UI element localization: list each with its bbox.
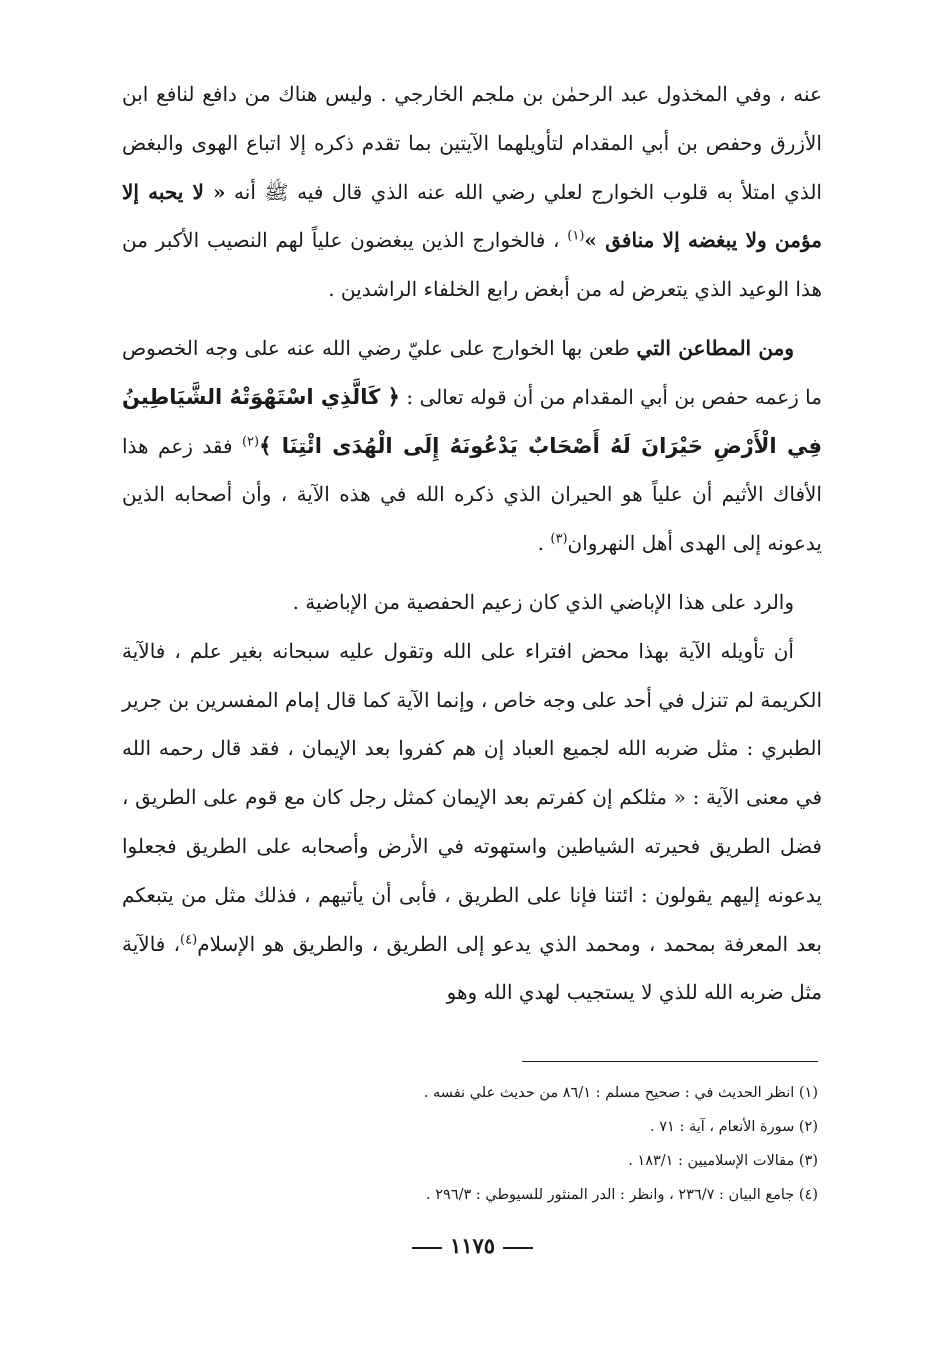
paragraph-2-text: طعن بها الخوارج على عليّ رضي الله عنه على وجه الخصوص ما زعمه حفص بن أبي المقدام من أن قوله تعالى : [122,335,822,409]
footnote-4: (٤) جامع البيان : ٢٣٦/٧ ، وانظر : الدر المنثور للسيوطي : ٢٩٦/٣ . [426,1187,818,1203]
main-text [122,70,822,1017]
paragraph-4-text: أن تأويله الآية بهذا محض افتراء على الله وتقول عليه سبحانه بغير علم ، فالآية الكريمة لم تنزل في أحد على وجه خاص ، وإنما الآية كما قال إمام المفسرين بن جرير الطبري : مثل ضربه الله لجميع العباد إن هم كفروا بعد الإيمان ، فقد قال رحمه الله في معنى الآية : « مثلكم إن كفرتم بعد الإيمان كمثل رجل كان مع قوم على الطريق ، فضل الطريق فحيرته الشياطين واستهوته في الأرض وأصحابه على الطريق فجعلوا يدعونه إليهم يقولون : ائتنا فإنا على الطريق ، فأبى أن يأتيهم ، فذلك مثل من يتبعكم بعد المعرفة بمحمد ، ومحمد الذي يدعو إلى الطريق ، والطريق هو الإسلام [122,638,822,956]
paragraph-3 [122,578,822,627]
footnote-ref-4: (٤) [180,931,198,947]
page-number [0,1233,945,1258]
paragraph-2 [122,324,822,568]
footnote-ref-1: (١) [567,228,585,244]
footnote-2: (٢) سورة الأنعام ، آية : ٧١ . [650,1119,818,1135]
paragraph-4-end: ، فالآية مثل ضربه الله للذي لا يستجيب لهدي الله وهو [122,931,822,1005]
paragraph-4 [122,627,822,1017]
paragraph-1-text: عنه ، وفي المخذول عبد الرحمٰن بن ملجم الخارجي . وليس هناك من دافع لنافع ابن الأزرق وحفص بن أبي المقدام لتأويلهما الآيتين بما تقدم ذكره إلا اتباع الهوى والبغض الذي امتلأ به قلوب الخوارج لعلي رضي الله عنه الذي قال فيه ﷺ أنه [122,82,822,204]
page-number-dash-right [412,1247,442,1249]
page-number-value: ١١٧٥ [449,1233,496,1258]
footnote-ref-3: (٣) [550,531,568,547]
footnote-divider [522,1061,818,1062]
paragraph-2-tail: . [537,531,545,556]
page-number-dash-left [503,1247,533,1249]
paragraph-1 [122,70,822,314]
paragraph-2-end: فقد زعم هذا الأفاك الأثيم أن علياً هو الحيران الذي ذكره الله في هذه الآية ، وأن أصحابه الذين يدعونه إلى الهدى أهل النهروان [122,433,822,556]
footnotes [122,1076,818,1212]
footnote-3: (٣) مقالات الإسلاميين : ١٨٣/١ . [628,1153,818,1169]
paragraph-3-text: والرد على هذا الإباضي الذي كان زعيم الحفصية من الإباضية . [292,589,794,614]
footnote-1: (١) انظر الحديث في : صحيح مسلم : ٨٦/١ من حديث علي نفسه . [423,1085,818,1101]
hadith-quote: « لا يحبه إلا مؤمن ولا يبغضه إلا منافق » [122,179,823,253]
paragraph-1-end: ، فالخوارج الذين يبغضون علياً لهم النصيب الأكبر من هذا الوعيد الذي يتعرض له من أبغض رابع الخلفاء الراشدين . [122,228,822,302]
footnote-ref-2: (٢) [241,433,260,449]
paragraph-2-heading: ومن المطاعن التي [636,335,795,360]
quran-verse: ﴿ كَالَّذِي اسْتَهْوَتْهُ الشَّيَاطِينُ فِي الْأَرْضِ حَيْرَانَ لَهُ أَصْحَابٌ يَدْعُونَهُ إِلَى الْهُدَى ائْتِنَا ﴾ [122,384,822,458]
